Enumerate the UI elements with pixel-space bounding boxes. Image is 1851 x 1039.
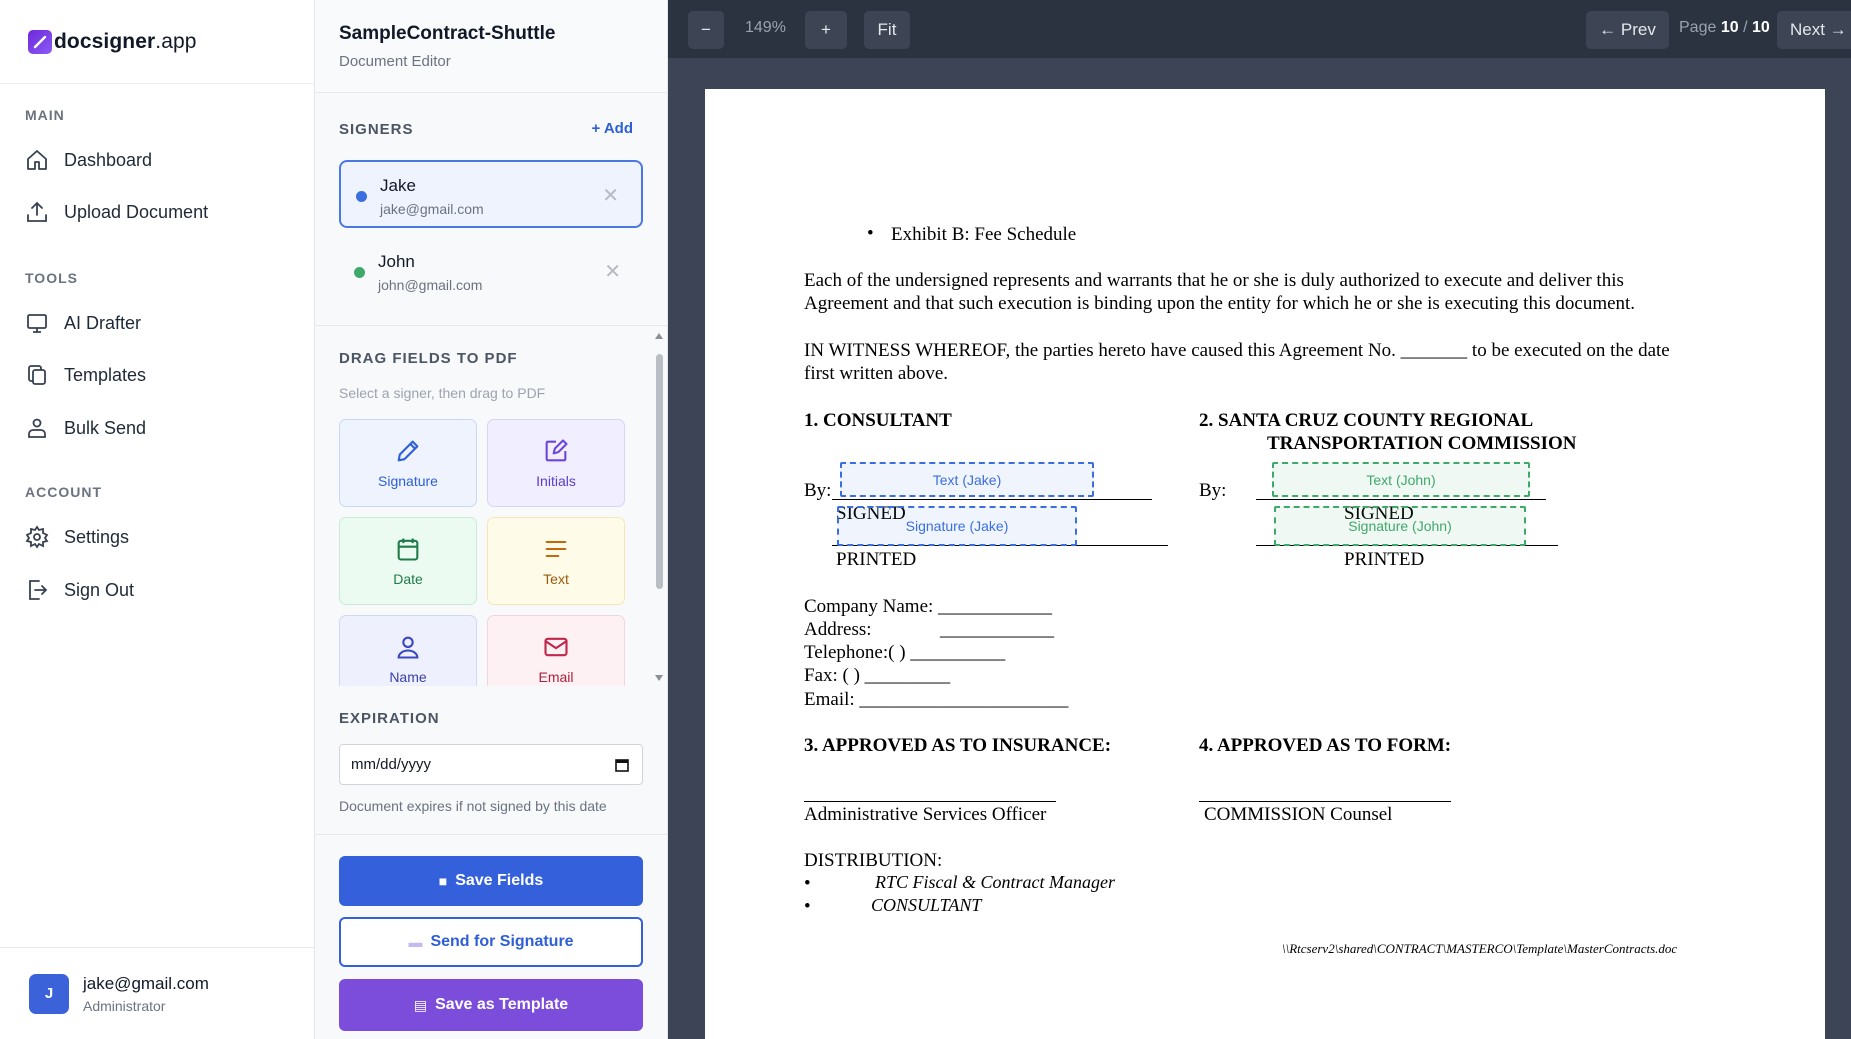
nav-templates-label: Templates: [64, 364, 147, 385]
signer-name: John: [378, 252, 415, 271]
signer-color-dot: [354, 267, 365, 278]
field-tile-label: Name: [389, 669, 427, 685]
zoom-out-button[interactable]: −: [688, 11, 724, 49]
signature-line-right: [1256, 499, 1546, 500]
email-line: Email: ______________________: [804, 689, 1069, 710]
next-page-button[interactable]: Next →: [1777, 11, 1851, 49]
signer-email: jake@gmail.com: [380, 201, 484, 217]
placed-field-signature-john[interactable]: Signature (John): [1274, 506, 1526, 546]
user-profile[interactable]: [0, 947, 315, 1039]
nav-templates[interactable]: [25, 355, 146, 395]
remove-signer-icon[interactable]: ✕: [604, 261, 621, 283]
insurance-sign-line: [804, 801, 1056, 802]
mail-icon: [542, 633, 570, 661]
field-tile-initials[interactable]: [487, 419, 625, 507]
brand-name: [54, 30, 197, 54]
dist-bullet-1: •: [804, 873, 811, 894]
document-subtitle: Document Editor: [339, 53, 451, 70]
signer-name: Jake: [380, 176, 416, 195]
rtc-heading-line2: TRANSPORTATION COMMISSION: [1267, 433, 1577, 454]
save-as-template-label: Save as Template: [435, 996, 569, 1013]
dist-item-2: CONSULTANT: [871, 895, 982, 915]
text-lines-icon: [542, 535, 570, 563]
fit-button[interactable]: Fit: [864, 11, 910, 49]
scroll-up-icon[interactable]: [654, 332, 664, 340]
company-name-line: Company Name: ____________: [804, 596, 1053, 617]
brand-name-light: .app: [155, 29, 197, 53]
editor-header: [315, 0, 667, 93]
pdf-viewer: [668, 0, 1851, 1039]
pdf-page: [705, 89, 1825, 1039]
calendar-icon: [394, 535, 422, 563]
scrollbar-thumb[interactable]: [656, 354, 663, 589]
field-tile-email[interactable]: [487, 615, 625, 686]
save-as-template-button[interactable]: [339, 979, 643, 1031]
field-tile-label: Signature: [378, 473, 438, 489]
editor-panel: [315, 0, 668, 1039]
nav-upload-document[interactable]: [25, 192, 208, 232]
field-tile-date[interactable]: [339, 517, 477, 605]
floppy-icon: ■: [438, 873, 448, 889]
nav-bulk-send-label: Bulk Send: [64, 417, 147, 438]
nav-settings[interactable]: [25, 517, 129, 557]
signers-section: [315, 93, 668, 326]
rtc-heading-line1: 2. SANTA CRUZ COUNTY REGIONAL: [1199, 410, 1534, 431]
page-label: Page: [1679, 19, 1717, 36]
nav-settings-label: Settings: [64, 526, 130, 547]
scroll-down-icon[interactable]: [654, 674, 664, 682]
field-tile-name[interactable]: [339, 615, 477, 686]
people-icon: [25, 416, 49, 440]
insurance-heading: 3. APPROVED AS TO INSURANCE:: [804, 735, 1112, 756]
gear-icon: [25, 525, 49, 549]
dist-item-1: RTC Fiscal & Contract Manager: [875, 872, 1115, 892]
para1-line1: Each of the undersigned represents and warrants that he or she is duly authorized to execute and deliver this: [804, 270, 1624, 291]
drag-fields-label: DRAG FIELDS TO PDF: [339, 350, 518, 367]
nav-bulk-send[interactable]: [25, 408, 146, 448]
signer-card-jake[interactable]: [339, 160, 643, 228]
form-sign-line: [1199, 801, 1451, 802]
save-fields-button[interactable]: [339, 856, 643, 906]
zoom-in-button[interactable]: +: [805, 11, 847, 49]
send-for-signature-button[interactable]: [339, 917, 643, 967]
form-heading: 4. APPROVED AS TO FORM:: [1199, 735, 1452, 756]
telephone-line: Telephone:( ) __________: [804, 642, 1006, 663]
nav-upload-label: Upload Document: [64, 201, 209, 222]
viewer-toolbar: [668, 0, 1851, 58]
clipboard-icon: ▤: [413, 996, 428, 1013]
dist-bullet-2: •: [804, 896, 811, 917]
bullet: •: [867, 223, 874, 244]
user-icon: [394, 633, 422, 661]
signed-label-right: SIGNED: [1344, 503, 1414, 524]
expiration-note: Document expires if not signed by this date: [339, 798, 607, 814]
printed-label-left: PRINTED: [836, 549, 917, 570]
signer-color-dot: [356, 191, 367, 202]
nav-dashboard-label: Dashboard: [64, 149, 153, 170]
save-fields-label: Save Fields: [455, 872, 544, 889]
fields-section: [315, 326, 668, 686]
page-current: 10: [1720, 19, 1739, 36]
nav-section-main: MAIN: [25, 107, 65, 123]
nav-sign-out-label: Sign Out: [64, 579, 135, 600]
placed-field-signature-jake[interactable]: Signature (Jake): [837, 506, 1077, 546]
date-placeholder: mm/dd/yyyy: [351, 756, 432, 773]
para2-line2: first written above.: [804, 363, 949, 384]
field-tile-text[interactable]: [487, 517, 625, 605]
file-path: \\Rtcserv2\shared\CONTRACT\MASTERCO\Template\MasterContracts.doc: [1282, 941, 1678, 956]
signature-line-left: [832, 499, 1152, 500]
field-tile-label: Initials: [536, 473, 576, 489]
page-indicator: [1679, 19, 1770, 37]
placed-field-text-john[interactable]: Text (John): [1272, 462, 1530, 497]
envelope-icon: ▬: [408, 934, 423, 950]
field-tile-label: Date: [393, 571, 423, 587]
logout-icon: [25, 578, 49, 602]
nav-section-tools: TOOLS: [25, 270, 78, 286]
avatar: J: [29, 974, 69, 1014]
counsel-label: COMMISSION Counsel: [1204, 804, 1393, 825]
field-tile-signature[interactable]: [339, 419, 477, 507]
signers-label: SIGNERS: [339, 121, 414, 138]
printed-label-right: PRINTED: [1344, 549, 1425, 570]
copy-icon: [25, 363, 49, 387]
home-icon: [25, 148, 49, 172]
address-blank: ____________: [940, 619, 1054, 640]
signer-email: john@gmail.com: [378, 277, 483, 293]
para2-line1: IN WITNESS WHEREOF, the parties hereto have caused this Agreement No. _______ to be executed on the date: [804, 340, 1670, 361]
expiration-section: [315, 686, 668, 835]
nav-dashboard[interactable]: [25, 140, 152, 180]
user-role: Administrator: [83, 997, 166, 1014]
logo-icon: [28, 30, 52, 54]
document-title: SampleContract-Shuttle: [339, 23, 556, 44]
consultant-heading: 1. CONSULTANT: [804, 410, 952, 431]
expiration-date-input[interactable]: [339, 744, 643, 785]
add-signer-button[interactable]: + Add: [591, 120, 633, 137]
field-tile-label: Text: [543, 571, 569, 587]
para1-line2: Agreement and that such execution is binding upon the entity for which he or she is executing this document.: [804, 293, 1636, 314]
address-line: Address:: [804, 619, 872, 640]
exhibit-line: Exhibit B: Fee Schedule: [891, 224, 1077, 245]
page-separator: /: [1743, 19, 1748, 36]
nav-sign-out[interactable]: [25, 570, 134, 610]
nav-ai-drafter-label: AI Drafter: [64, 312, 142, 333]
fax-line: Fax: ( ) _________: [804, 665, 951, 686]
placed-field-text-jake[interactable]: Text (Jake): [840, 462, 1094, 497]
calendar-picker-icon[interactable]: [614, 757, 630, 773]
nav-section-account: ACCOUNT: [25, 484, 102, 500]
edit-icon: [542, 437, 570, 465]
drag-fields-hint: Select a signer, then drag to PDF: [339, 385, 546, 401]
prev-page-button[interactable]: ← Prev: [1586, 11, 1669, 49]
upload-icon: [25, 200, 49, 224]
monitor-icon: [25, 311, 49, 335]
sidebar: [0, 0, 315, 1039]
brand[interactable]: [0, 0, 314, 84]
pen-icon: [394, 437, 422, 465]
send-for-signature-label: Send for Signature: [430, 933, 574, 950]
user-email: jake@gmail.com: [83, 973, 209, 993]
signed-label-left: SIGNED: [836, 503, 906, 524]
fields-scrollbar[interactable]: [654, 332, 664, 682]
expiration-label: EXPIRATION: [339, 710, 440, 727]
signer-card-john[interactable]: [339, 238, 643, 306]
page-total: 10: [1751, 19, 1770, 36]
remove-signer-icon[interactable]: ✕: [602, 185, 619, 207]
admin-officer-label: Administrative Services Officer: [804, 804, 1047, 825]
field-tile-label: Email: [538, 669, 574, 685]
distribution-heading: DISTRIBUTION:: [804, 850, 943, 871]
nav-ai-drafter[interactable]: [25, 303, 141, 343]
by-label-right: By:: [1199, 480, 1227, 501]
zoom-level: 149%: [745, 19, 786, 36]
brand-name-bold: docsigner: [54, 29, 156, 53]
by-label-left: By:: [804, 480, 832, 501]
